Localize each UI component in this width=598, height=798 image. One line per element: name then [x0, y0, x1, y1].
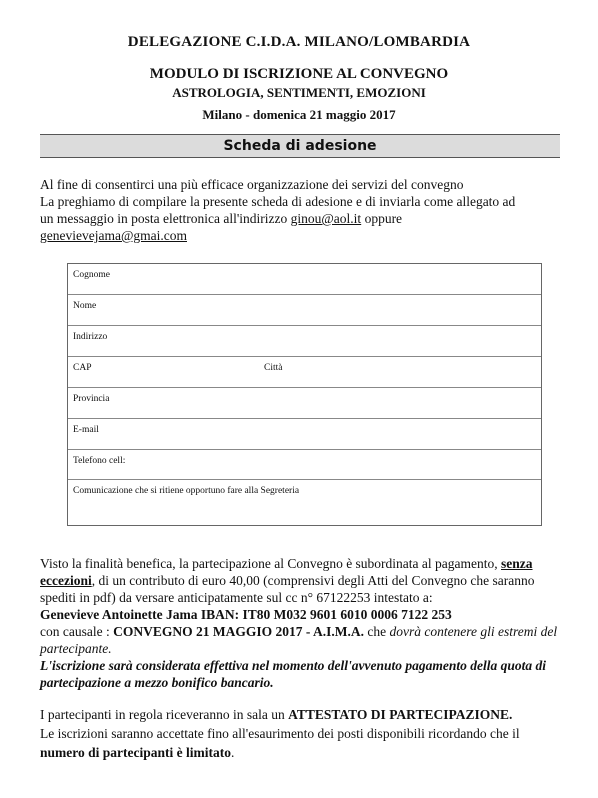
- causale-mid: che: [363, 624, 390, 639]
- form-row-provincia[interactable]: [68, 388, 541, 419]
- field-label-cognome: Cognome: [73, 270, 110, 280]
- effective-note: L'iscrizione sarà considerata effettiva nel momento dell'avvenuto pagamento della quota di partecipazione a mezzo bonifico bancario.: [40, 658, 546, 690]
- intro-line-4: [40, 227, 570, 244]
- form-row-comunicazione[interactable]: [68, 480, 541, 525]
- footer-paragraph: [40, 705, 570, 762]
- field-label-comunicazione: Comunicazione che si ritiene opportuno fare alla Segreteria: [73, 486, 300, 496]
- form-title: MODULO DI ISCRIZIONE AL CONVEGNO: [149, 66, 449, 82]
- intro-text: oppure: [361, 211, 403, 226]
- payment-emphasis: senza eccezioni: [40, 556, 533, 588]
- iban-line: Genevieve Antoinette Jama IBAN: IT80 M032 9601 6010 0006 7122 253: [40, 607, 452, 622]
- field-label-provincia: Provincia: [73, 394, 110, 404]
- event-date: Milano - domenica 21 maggio 2017: [202, 107, 396, 122]
- intro-line-2: La preghiamo di compilare la presente scheda di adesione e di inviarla come allegato ad: [40, 194, 516, 209]
- attestato-text: ATTESTATO DI PARTECIPAZIONE.: [288, 707, 513, 722]
- causale-value: CONVEGNO 21 MAGGIO 2017 - A.I.M.A.: [113, 624, 364, 639]
- form-row-cognome[interactable]: [68, 264, 541, 295]
- payment-text: Visto la finalità benefica, la partecipazione al Convegno è subordinata al pagamento,: [40, 556, 498, 571]
- form-subtitle: ASTROLOGIA, SENTIMENTI, EMOZIONI: [172, 85, 426, 100]
- field-label-telefono: Telefono cell:: [73, 456, 126, 466]
- intro-line-1: Al fine di consentirci una più efficace organizzazione dei servizi del convegno: [40, 177, 464, 192]
- payment-paragraph: [40, 555, 570, 691]
- footer-text: I partecipanti in regola riceveranno in sala un: [40, 707, 289, 722]
- form-row-telefono[interactable]: [68, 450, 541, 480]
- field-label-cap: CAP: [73, 363, 92, 373]
- section-band-title: Scheda di adesione: [40, 134, 560, 158]
- intro-line-3: [40, 210, 570, 227]
- intro-paragraph: [40, 176, 570, 244]
- form-row-email[interactable]: [68, 419, 541, 450]
- field-label-email: E-mail: [73, 425, 99, 435]
- email-link-2[interactable]: genevievejama@gmai.com: [40, 228, 187, 243]
- payment-text: , di un contributo di euro 40,00 (comprensivi degli Atti del Convegno che saranno spediti in pdf) da versare anticipatamente sul cc n° 67122253 intestato a:: [40, 573, 535, 605]
- form-row-cap-citta[interactable]: [68, 357, 541, 388]
- causale-label: con causale :: [40, 624, 114, 639]
- field-label-indirizzo: Indirizzo: [73, 332, 108, 342]
- form-row-indirizzo[interactable]: [68, 326, 541, 357]
- limit-text: numero di partecipanti è limitato: [40, 745, 231, 760]
- registration-form-table: [67, 263, 542, 526]
- org-heading: DELEGAZIONE C.I.D.A. MILANO/LOMBARDIA: [127, 34, 471, 50]
- footer-text: .: [230, 745, 235, 760]
- footer-text: Le iscrizioni saranno accettate fino all'esaurimento dei posti disponibili ricordando che il: [40, 726, 520, 741]
- field-label-citta: Città: [264, 363, 283, 373]
- causale-note: dovrà contenere gli estremi del partecipante.: [40, 624, 558, 656]
- field-label-nome: Nome: [73, 301, 97, 311]
- email-link-1[interactable]: ginou@aol.it: [290, 211, 362, 226]
- form-row-nome[interactable]: [68, 295, 541, 326]
- intro-text: un messaggio in posta elettronica all'indirizzo: [40, 211, 291, 226]
